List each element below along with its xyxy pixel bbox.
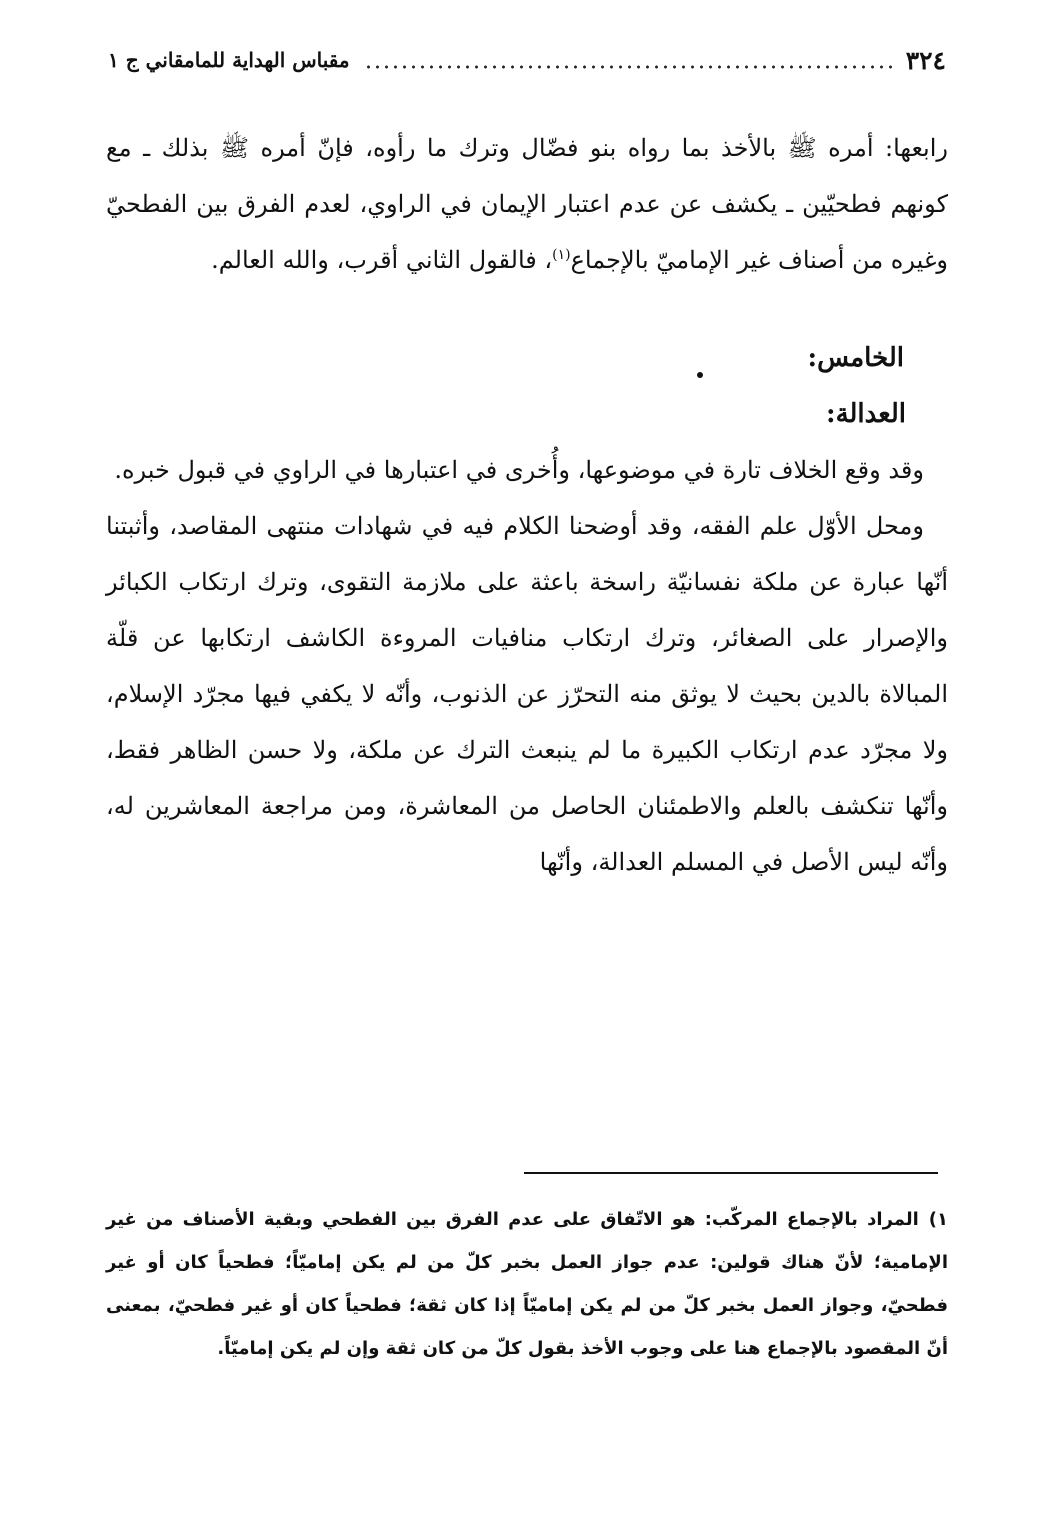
footnote-text: المراد بالإجماع المركّب: هو الاتّفاق على عدم الفرق بين الفطحي وبقية الأصناف من غير الإمامية؛ لأنّ هناك قولين: عدم جواز العمل بخبر كلّ من لم يكن إماميّاً؛ فطحياً كان أو غير فطحيّ، وجواز العمل بخبر كلّ من لم يكن إماميّاً إذا كان ثقة؛ فطحياً كان أو غير فطحيّ، بمعنى أنّ المقصود بالإجماع هنا على وجوب الأخذ بقول كلّ من كان ثقة وإن لم يكن إماميّاً.	[106, 1209, 948, 1359]
paragraph-disagreement: وقد وقع الخلاف تارة في موضوعها، وأُخرى في اعتبارها في الراوي في قبول خبره.	[114, 456, 924, 484]
book-title: مقباس الهداية للمامقاني ج ١	[108, 48, 350, 72]
bullet-dot	[697, 372, 703, 378]
page-number: ٣٢٤	[905, 45, 946, 75]
paragraph-definition: ومحل الأوّل علم الفقه، وقد أوضحنا الكلام فيه في شهادات منتهى المقاصد، وأثبتنا أنّها عبارة عن ملكة نفسانيّة راسخة باعثة على ملازمة التقوى، وترك ارتكاب الكبائر والإصرار على الصغائر، وترك ارتكاب منافيات المروءة الكاشف ارتكابها عن قلّة المبالاة بالدين بحيث لا يوثق منه التحرّز عن الذنوب، وأنّه لا يكفي فيها مجرّد الإسلام، ولا مجرّد عدم ارتكاب الكبيرة ما لم ينبعث الترك عن ملكة، ولا حسن الظاهر فقط، وأنّها تنكشف بالعلم والاطمئنان الحاصل من المعاشرة، ومن مراجعة المعاشرين له، وأنّه ليس الأصل في المسلم العدالة، وأنّها	[106, 512, 948, 876]
paragraph-fourth-tail: ، فالقول الثاني أقرب، والله العالم.	[211, 246, 553, 274]
section-heading-justice: العدالة:	[825, 399, 906, 429]
footnote	[106, 1198, 948, 1370]
paragraph-fourth-text: رابعها: أمره ﷺ بالأخذ بما رواه بنو فضّال وترك ما رأوه، فإنّ أمره ﷺ بذلك ـ مع كونهم فطحيّين ـ يكشف عن عدم اعتبار الإيمان في الراوي، لعدم الفرق بين الفطحيّ وغيره من أصناف غير الإماميّ بالإجماع	[106, 134, 948, 274]
section-heading-fifth: الخامس:	[807, 343, 904, 373]
footnote-marker: ١)	[928, 1209, 948, 1230]
footnote-separator	[524, 1172, 938, 1174]
running-header	[108, 40, 946, 80]
footnote-reference: (١)	[552, 247, 571, 263]
dotted-leader	[364, 65, 892, 69]
paragraph-fourth	[106, 120, 948, 288]
main-text	[106, 120, 948, 890]
